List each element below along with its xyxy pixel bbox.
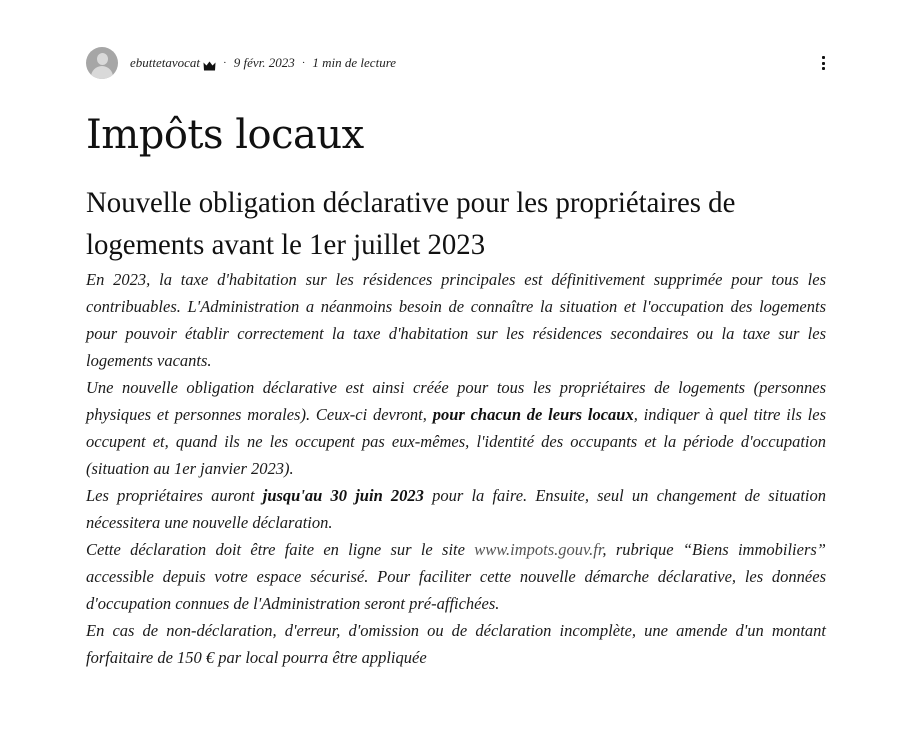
paragraph-4-text-b: , rubrique “Biens immobiliers” accessible depuis votre espace sécurisé. Pour faciliter cette nouvelle démarche déclarative, les données d'occupation connues de l'Administration seront pré-affichées. (86, 540, 826, 613)
paragraph-2-bold: pour chacun de leurs locaux (432, 405, 634, 424)
blog-post (86, 46, 826, 671)
avatar-head-shape (97, 53, 108, 65)
post-body (86, 266, 826, 671)
paragraph-3-bold: jusqu'au 30 juin 2023 (262, 486, 424, 505)
paragraph-2-text-a: Une nouvelle obligation déclarative est ainsi créée pour tous les propriétaires de logements (personnes physiques et personnes morales). Ceux-ci devront, (86, 378, 826, 424)
paragraph-3-text-a: Les propriétaires auront (86, 486, 263, 505)
paragraph-4 (86, 536, 826, 617)
paragraph-2 (86, 374, 826, 482)
meta-line (130, 55, 396, 71)
more-actions-button[interactable] (816, 54, 830, 72)
post-title: Impôts locaux (86, 112, 364, 158)
meta-separator: · (223, 57, 227, 69)
paragraph-3 (86, 482, 826, 536)
paragraph-2-text-b: , indiquer à quel titre ils les occupent et, quand ils ne les occupent pas eux-mêmes, l'identité des occupants et la période d'occupation (situation au 1er janvier 2023). (86, 405, 827, 478)
vertical-ellipsis-icon (822, 56, 825, 59)
vertical-ellipsis-icon-dot (822, 62, 825, 65)
author-name-link[interactable]: ebuttetavocat (130, 55, 201, 70)
author-avatar[interactable] (86, 47, 118, 79)
post-date: 9 févr. 2023 (233, 55, 295, 70)
meta-separator: · (301, 57, 306, 69)
post-meta (86, 46, 826, 80)
paragraph-3-text-b: pour la faire. Ensuite, seul un changement de situation nécessitera une nouvelle déclaration. (86, 486, 826, 532)
crown-icon (203, 59, 216, 69)
paragraph-4-text-a: Cette déclaration doit être faite en ligne sur le site (86, 540, 475, 559)
paragraph-1: En 2023, la taxe d'habitation sur les résidences principales est définitivement supprimée pour tous les contribuables. L'Administration a néanmoins besoin de connaître la situation et l'occupation des logements pour pouvoir établir correctement la taxe d'habitation sur les résidences secondaires ou la taxe sur les logements vacants. (86, 270, 826, 370)
vertical-ellipsis-icon-dot (822, 67, 825, 70)
avatar-body-shape (91, 66, 113, 79)
post-subtitle: Nouvelle obligation déclarative pour les propriétaires de logements avant le 1er juillet 2023 (86, 186, 736, 261)
paragraph-5: En cas de non-déclaration, d'erreur, d'omission ou de déclaration incomplète, une amende d'un montant forfaitaire de 150 € par local pourra être appliquée (86, 621, 826, 667)
impots-gouv-link[interactable]: www.impots.gouv.fr (474, 540, 603, 559)
read-time: 1 min de lecture (312, 55, 397, 70)
